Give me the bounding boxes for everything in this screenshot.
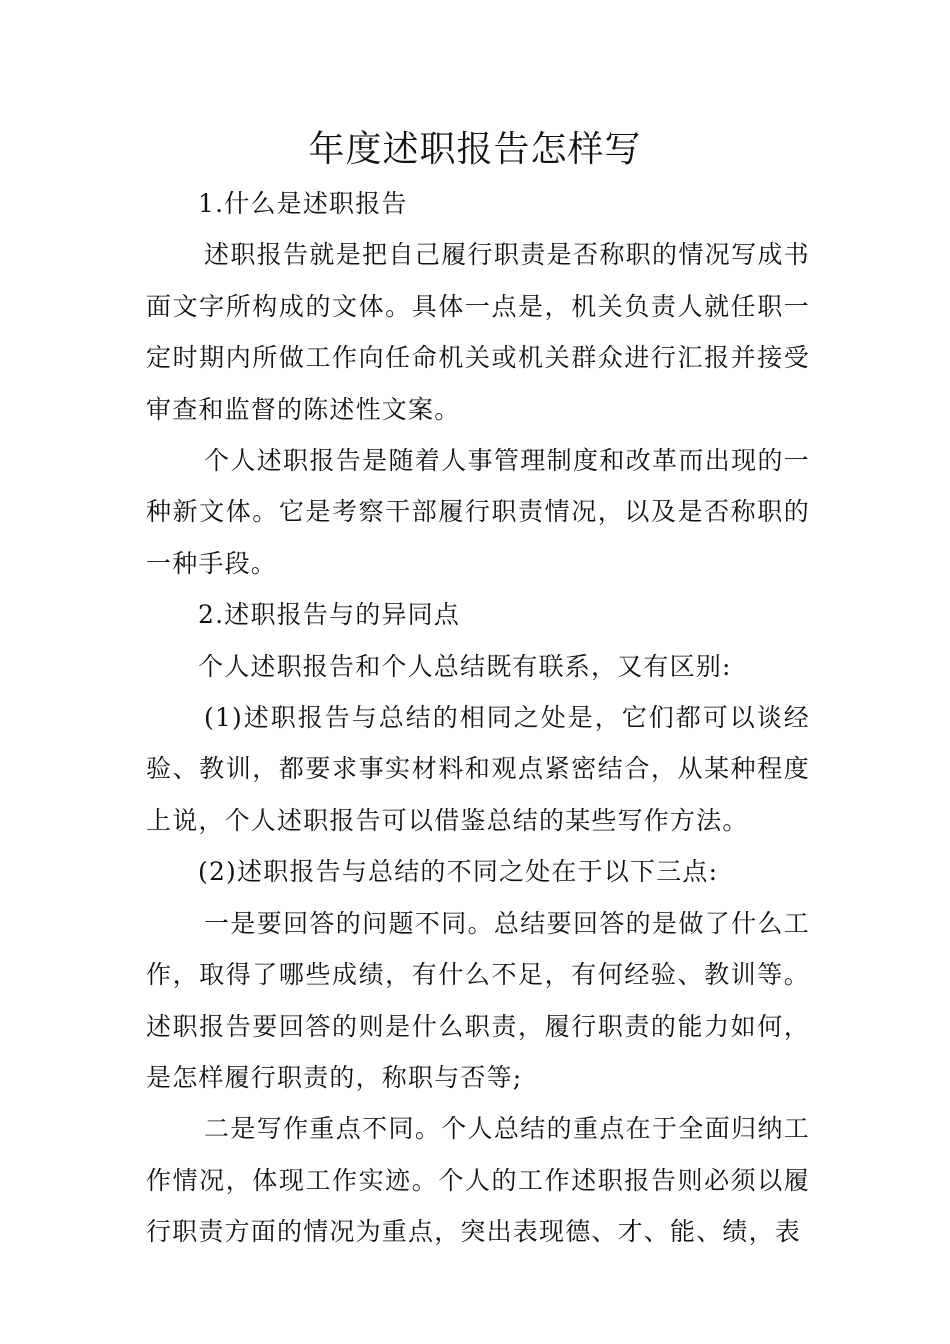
paragraph: 述职报告就是把自己履行职责是否称职的情况写成书面文字所构成的文体。具体一点是，机关负责人就任职一定时期内所做工作向任命机关或机关群众进行汇报并接受审查和监督的陈述性文案。: [146, 240, 810, 424]
section-heading-2: 2.述职报告与的异同点: [198, 600, 461, 630]
paragraph: (2)述职报告与总结的不同之处在于以下三点:: [198, 857, 719, 887]
section-heading-1: 1.什么是述职报告: [198, 189, 408, 218]
paragraph: 个人述职报告和个人总结既有联系，又有区别:: [198, 651, 732, 681]
paragraph: (1)述职报告与总结的相同之处是，它们都可以谈经验、教训，都要求事实材料和观点紧密结合，从某种程度上说，个人述职报告可以借鉴总结的某些写作方法。: [146, 703, 810, 835]
document-body: [146, 178, 810, 1258]
paragraph: 二是写作重点不同。个人总结的重点在于全面归纳工作情况，体现工作实迹。个人的工作述职报告则必须以履行职责方面的情况为重点，突出表现德、才、能、绩，表: [146, 1114, 810, 1247]
paragraph: 个人述职报告是随着人事管理制度和改革而出现的一种新文体。它是考察干部履行职责情况，以及是否称职的一种手段。: [146, 446, 810, 578]
document-title: 年度述职报告怎样写: [308, 129, 642, 170]
paragraph: 一是要回答的问题不同。总结要回答的是做了什么工作，取得了哪些成绩，有什么不足，有何经验、教训等。述职报告要回答的则是什么职责，履行职责的能力如何，是怎样履行职责的，称职与否等;: [146, 908, 810, 1092]
